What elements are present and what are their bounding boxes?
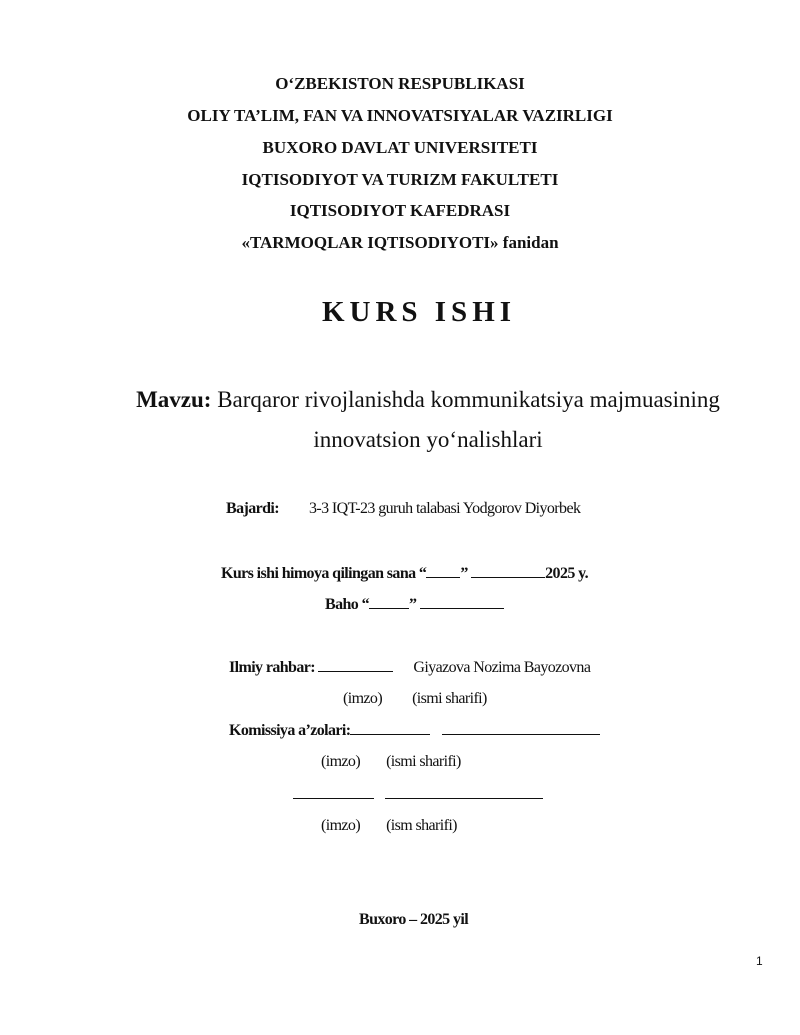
defense-label: Kurs ishi himoya qilingan sana “ bbox=[221, 565, 427, 582]
supervisor-label: Ilmiy rahbar: bbox=[229, 659, 315, 676]
performer-label: Bajardi: bbox=[226, 500, 279, 517]
header-subject: «TARMOQLAR IQTISODIYOTI» fanidan bbox=[241, 233, 559, 252]
performer-row bbox=[226, 499, 580, 519]
header-faculty: IQTISODIYOT VA TURIZM FAKULTETI bbox=[241, 170, 559, 189]
header-university: BUXORO DAVLAT UNIVERSITETI bbox=[262, 138, 538, 157]
commission-sign-blank-2 bbox=[293, 784, 374, 799]
commission-captions-2 bbox=[321, 816, 457, 836]
header-country: O‘ZBEKISTON RESPUBLIKASI bbox=[275, 74, 525, 93]
document-title: KURS ISHI bbox=[321, 296, 517, 328]
commission-name-caption-1: (ismi sharifi) bbox=[386, 753, 461, 770]
commission-sign-caption-1: (imzo) bbox=[321, 753, 361, 770]
commission-row bbox=[229, 720, 600, 741]
footer-place-year: Buxoro – 2025 yil bbox=[359, 911, 469, 928]
performer-value: 3-3 IQT-23 guruh talabasi Yodgorov Diyorbek bbox=[308, 500, 581, 517]
topic-text-1: Barqaror rivojlanishda kommunikatsiya majmuasining bbox=[211, 387, 720, 412]
header-ministry: OLIY TA’LIM, FAN VA INNOVATSIYALAR VAZIRLIGI bbox=[187, 106, 613, 125]
grade-value-blank bbox=[420, 594, 504, 609]
defense-month-blank bbox=[471, 563, 545, 578]
topic-line-2: innovatsion yo‘nalishlari bbox=[313, 427, 543, 452]
header-department: IQTISODIYOT KAFEDRASI bbox=[289, 201, 511, 220]
defense-date-row bbox=[221, 563, 588, 584]
grade-row bbox=[325, 594, 504, 615]
supervisor-captions bbox=[343, 689, 487, 709]
grade-quote: ” bbox=[408, 596, 417, 613]
commission-label: Komissiya a’zolari: bbox=[229, 722, 351, 739]
supervisor-row bbox=[229, 657, 590, 678]
commission-name-blank-1 bbox=[442, 720, 600, 735]
commission-captions-1 bbox=[321, 752, 461, 772]
topic-label: Mavzu: bbox=[136, 387, 212, 412]
grade-label: Baho “ bbox=[325, 596, 369, 613]
commission-name-blank-2 bbox=[385, 784, 543, 799]
defense-day-blank bbox=[426, 563, 460, 578]
defense-year: 2025 y. bbox=[545, 565, 589, 582]
supervisor-name-caption: (ismi sharifi) bbox=[412, 690, 487, 707]
commission-sign-caption-2: (imzo) bbox=[321, 817, 361, 834]
page-number: 1 bbox=[756, 954, 763, 968]
topic-line-1 bbox=[0, 388, 800, 412]
defense-quote: ” bbox=[460, 565, 468, 582]
supervisor-name: Giyazova Nozima Bayozovna bbox=[413, 659, 591, 676]
commission-name-caption-2: (ism sharifi) bbox=[386, 817, 457, 834]
commission-sign-blank-1 bbox=[350, 720, 430, 735]
supervisor-sign-caption: (imzo) bbox=[343, 690, 383, 707]
commission-row-2 bbox=[293, 784, 543, 805]
supervisor-sign-blank bbox=[318, 657, 393, 672]
grade-quote-blank bbox=[369, 594, 409, 609]
